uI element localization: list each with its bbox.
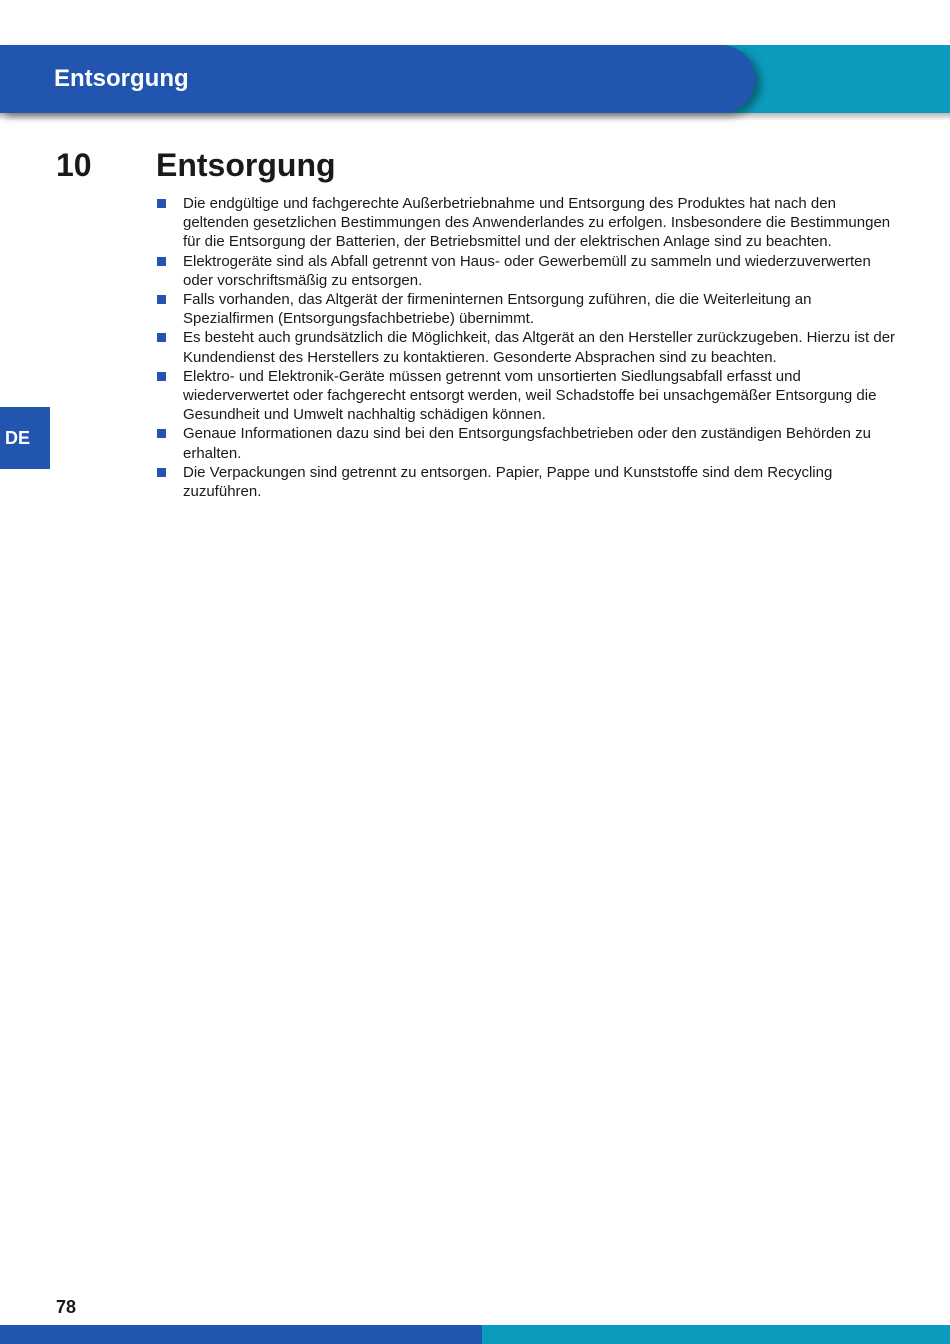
list-item-text: Es besteht auch grundsätzlich die Möglichkeit, das Altgerät an den Hersteller zurückzugeben. Hierzu ist der Kundendienst des Herstellers zu kontaktieren. Gesonderte Absprachen sind zu beachten. bbox=[183, 329, 896, 366]
square-bullet-icon bbox=[157, 429, 166, 438]
list-item bbox=[156, 328, 901, 366]
list-item-text: Genaue Informationen dazu sind bei den Entsorgungsfachbetrieben oder den zuständigen Behörden zu erhalten. bbox=[183, 425, 871, 462]
list-item-text: Die Verpackungen sind getrennt zu entsorgen. Papier, Pappe und Kunststoffe sind dem Recycling zuzuführen. bbox=[183, 463, 833, 501]
square-bullet-icon bbox=[157, 199, 166, 208]
square-bullet-icon bbox=[157, 333, 166, 342]
square-bullet-icon bbox=[157, 468, 166, 477]
list-item bbox=[156, 424, 901, 462]
header-shadow bbox=[0, 113, 950, 121]
section-number: 10 bbox=[56, 147, 92, 183]
footer-blue-stripe bbox=[0, 1325, 482, 1344]
section-title: Entsorgung bbox=[156, 147, 336, 183]
footer-teal-stripe bbox=[482, 1325, 950, 1344]
square-bullet-icon bbox=[157, 372, 166, 381]
list-item bbox=[156, 252, 901, 290]
list-item bbox=[156, 194, 901, 252]
language-tab: DE bbox=[0, 407, 50, 469]
list-item-text: Elektrogeräte sind als Abfall getrennt von Haus- oder Gewerbemüll zu sammeln und wiederzuverwerten oder vorschriftsmäßig zu entsorgen. bbox=[183, 252, 871, 289]
list-item bbox=[156, 463, 901, 501]
page-number: 78 bbox=[56, 1297, 77, 1317]
square-bullet-icon bbox=[157, 257, 166, 266]
header-title: Entsorgung bbox=[54, 65, 189, 92]
list-item bbox=[156, 367, 901, 425]
list-item-text: Die endgültige und fachgerechte Außerbetriebnahme und Entsorgung des Produktes hat nach den geltenden gesetzlichen Bestimmungen des Anwenderlandes zu erfolgen. Insbesondere die Bestimmungen für die Entsorgung der Batterien, der Betriebsmittel und der elektrischen Anlage sind zu beachten. bbox=[183, 195, 891, 251]
disposal-bullet-list bbox=[156, 194, 901, 501]
header-blue-tab bbox=[0, 45, 755, 113]
square-bullet-icon bbox=[157, 295, 166, 304]
list-item-text: Elektro- und Elektronik-Geräte müssen getrennt vom unsortierten Siedlungsabfall erfasst und wiederverwertet oder fachgerecht entsorgt werden, weil Schadstoffe bei unsachgemäßer Entsorgung die Gesundheit und Umwelt nachhaltig schädigen können. bbox=[183, 367, 877, 424]
list-item-text: Falls vorhanden, das Altgerät der firmeninternen Entsorgung zuführen, die die Weiterleitung an Spezialfirmen (Entsorgungsfachbetriebe) übernimmt. bbox=[183, 291, 812, 328]
header-band bbox=[0, 45, 950, 113]
list-item bbox=[156, 290, 901, 328]
